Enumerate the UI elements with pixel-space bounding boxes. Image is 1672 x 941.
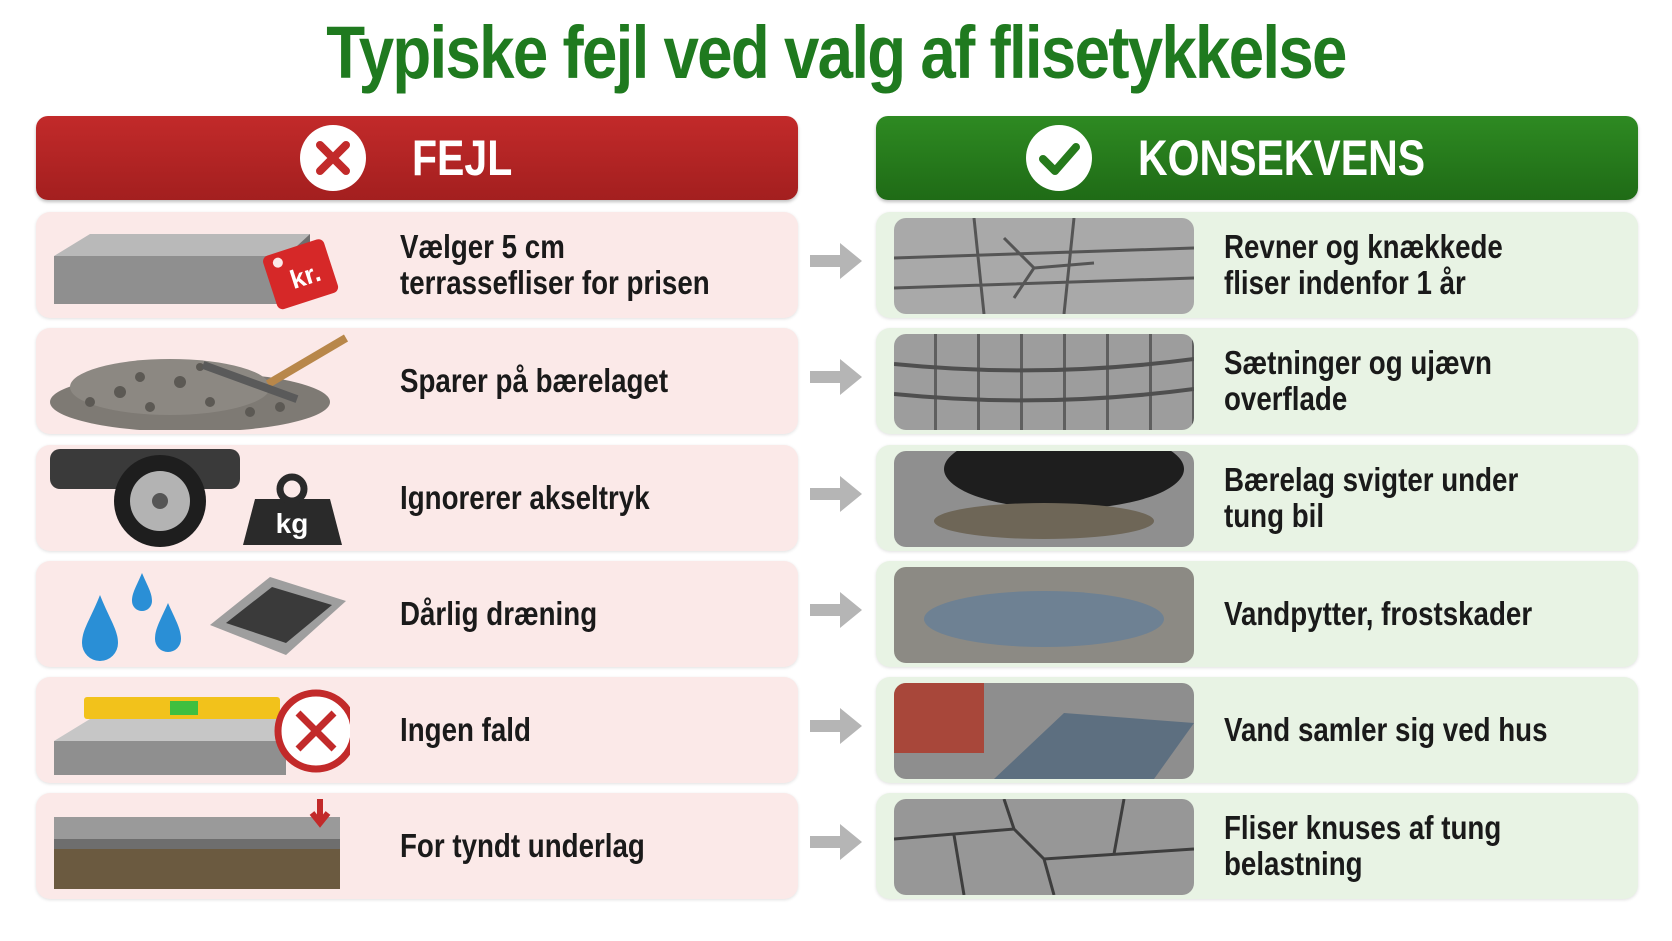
fejl-text-2: Sparer på bærelaget xyxy=(400,362,669,399)
konsekvens-text-2: Sætninger og ujævn overflade xyxy=(1224,344,1492,417)
konsekvens-text-4: Vandpytter, frostskader xyxy=(1224,595,1533,632)
fejl-text-3: Ignorerer akseltryk xyxy=(400,479,650,516)
konsekvens-row-3 xyxy=(876,445,1638,551)
fejl-header xyxy=(36,116,798,200)
uneven-pavers-photo xyxy=(894,334,1194,430)
konsekvens-header-label: KONSEKVENS xyxy=(1137,130,1426,186)
fejl-row-4 xyxy=(36,561,798,667)
konsekvens-text-3: Bærelag svigter under tung bil xyxy=(1224,461,1519,534)
crushed-pavers-photo xyxy=(894,799,1194,895)
thin-base-layer-icon xyxy=(50,797,350,895)
konsekvens-row-1 xyxy=(876,212,1638,318)
spirit-level-no-icon xyxy=(50,681,350,779)
check-circle-icon xyxy=(1026,125,1092,191)
fejl-text-4: Dårlig dræning xyxy=(400,595,598,632)
konsekvens-row-5 xyxy=(876,677,1638,783)
arrow-right-icon xyxy=(806,239,866,283)
cracked-pavers-photo xyxy=(894,218,1194,314)
fejl-row-3 xyxy=(36,445,798,551)
arrow-right-icon xyxy=(806,704,866,748)
arrow-right-icon xyxy=(806,820,866,864)
puddle-pavers-photo xyxy=(894,567,1194,663)
water-drain-icon xyxy=(50,565,350,663)
price-tag-label: kr. xyxy=(286,256,325,295)
fejl-row-2 xyxy=(36,328,798,434)
gravel-rake-icon xyxy=(50,332,350,430)
x-circle-icon xyxy=(300,125,366,191)
water-by-house-photo xyxy=(894,683,1194,779)
konsekvens-row-6 xyxy=(876,793,1638,899)
price-tag-paver-icon xyxy=(50,216,350,314)
page-title: Typiske fejl ved valg af flisetykkelse xyxy=(326,11,1346,94)
arrow-right-icon xyxy=(806,355,866,399)
konsekvens-row-2 xyxy=(876,328,1638,434)
arrow-right-icon xyxy=(806,472,866,516)
fejl-text-1: Vælger 5 cm terrassefliser for prisen xyxy=(400,228,710,301)
car-wheel-weight-icon xyxy=(50,449,350,547)
konsekvens-header xyxy=(876,116,1638,200)
fejl-header-label: FEJL xyxy=(411,130,513,186)
konsekvens-text-1: Revner og knækkede fliser indenfor 1 år xyxy=(1224,228,1503,301)
arrow-right-icon xyxy=(806,588,866,632)
fejl-text-6: For tyndt underlag xyxy=(400,827,645,864)
konsekvens-row-4 xyxy=(876,561,1638,667)
fejl-row-5 xyxy=(36,677,798,783)
fejl-row-6 xyxy=(36,793,798,899)
konsekvens-text-6: Fliser knuses af tung belastning xyxy=(1224,809,1502,882)
weight-label: kg xyxy=(275,508,309,539)
failed-base-under-car-photo xyxy=(894,451,1194,547)
konsekvens-text-5: Vand samler sig ved hus xyxy=(1224,711,1548,748)
fejl-row-1 xyxy=(36,212,798,318)
fejl-text-5: Ingen fald xyxy=(400,711,531,748)
